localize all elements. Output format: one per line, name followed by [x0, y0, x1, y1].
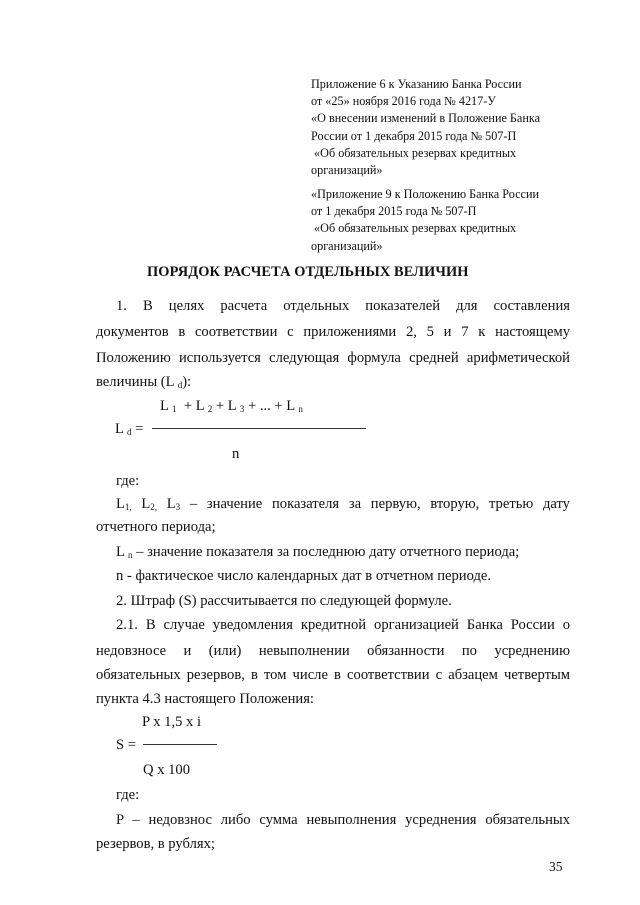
para21-line-4: пункта 4.3 настоящего Положения:: [96, 691, 314, 707]
header-line: «Приложение 9 к Положению Банка России: [311, 187, 539, 201]
header-line: России от 1 декабря 2015 года № 507-П: [311, 128, 517, 143]
para1-line-3: Положению используется следующая формула средней арифметической: [96, 350, 570, 366]
para1-line-1: 1. В целях расчета отдельных показателей для составления: [116, 298, 570, 314]
where-label-1: где:: [116, 473, 140, 489]
para21-line-2: недовзносе и (или) невыполнении обязанности по усреднению: [96, 643, 570, 659]
def1-line-2: отчетного периода;: [96, 519, 216, 535]
formula1-denominator: n: [232, 446, 240, 462]
where-label-2: где:: [116, 787, 140, 803]
page-title: ПОРЯДОК РАСЧЕТА ОТДЕЛЬНЫХ ВЕЛИЧИН: [147, 264, 469, 280]
def4-line-2: резервов, в рублях;: [96, 836, 215, 852]
formula2-fraction-bar: [143, 744, 217, 745]
formula1-lhs: L $_d$ =: [115, 421, 144, 437]
header-line: «О внесении изменений в Положение Банка: [311, 111, 540, 126]
para2: 2. Штраф (S) рассчитывается по следующей формуле.: [116, 593, 452, 609]
header-line: Приложение 6 к Указанию Банка России: [311, 77, 522, 91]
para21-line-1: 2.1. В случае уведомления кредитной организацией Банка России о: [116, 617, 570, 633]
header-block-2: [311, 186, 539, 255]
header-line: организаций»: [311, 238, 383, 253]
header-line: организаций»: [311, 163, 383, 178]
header-line: «Об обязательных резервах кредитных: [311, 221, 517, 236]
para1-line-2: документов в соответствии с приложениями 2, 5 и 7 к настоящему: [96, 324, 570, 340]
header-line: от 1 декабря 2015 года № 507-П: [311, 204, 477, 219]
formula2-numerator: P x 1,5 x i: [142, 714, 202, 730]
formula1-numerator: L $_1$ + L $_2$ + L $_3$ + ... + L $_n$: [160, 398, 303, 414]
formula2-denominator: Q x 100: [143, 762, 191, 778]
def2: L $_n$ – значение показателя за последнюю дату отчетного периода;: [116, 544, 520, 560]
header-line: от «25» ноября 2016 года № 4217-У: [311, 94, 496, 109]
header-block-1: [311, 76, 540, 179]
para1-last-text: величины (L: [96, 374, 175, 390]
para1-line-4: величины (L $_d$):: [96, 374, 192, 390]
def3: n - фактическое число календарных дат в отчетном периоде.: [116, 568, 492, 584]
page-number: 35: [549, 859, 563, 874]
para21-line-3: обязательных резервов, в том числе в соответствии с абзацем четвертым: [96, 667, 570, 683]
formula1-fraction-bar: [152, 428, 366, 429]
formula2-lhs: S =: [116, 737, 136, 753]
header-line: «Об обязательных резервах кредитных: [311, 145, 517, 160]
def4-line-1: P – недовзнос либо сумма невыполнения усреднения обязательных: [116, 812, 570, 828]
def1-line-1: $L_{1,}$ $L_{2,}$ $L_3$ – значение показателя за первую, вторую, третью дату: [116, 496, 570, 512]
